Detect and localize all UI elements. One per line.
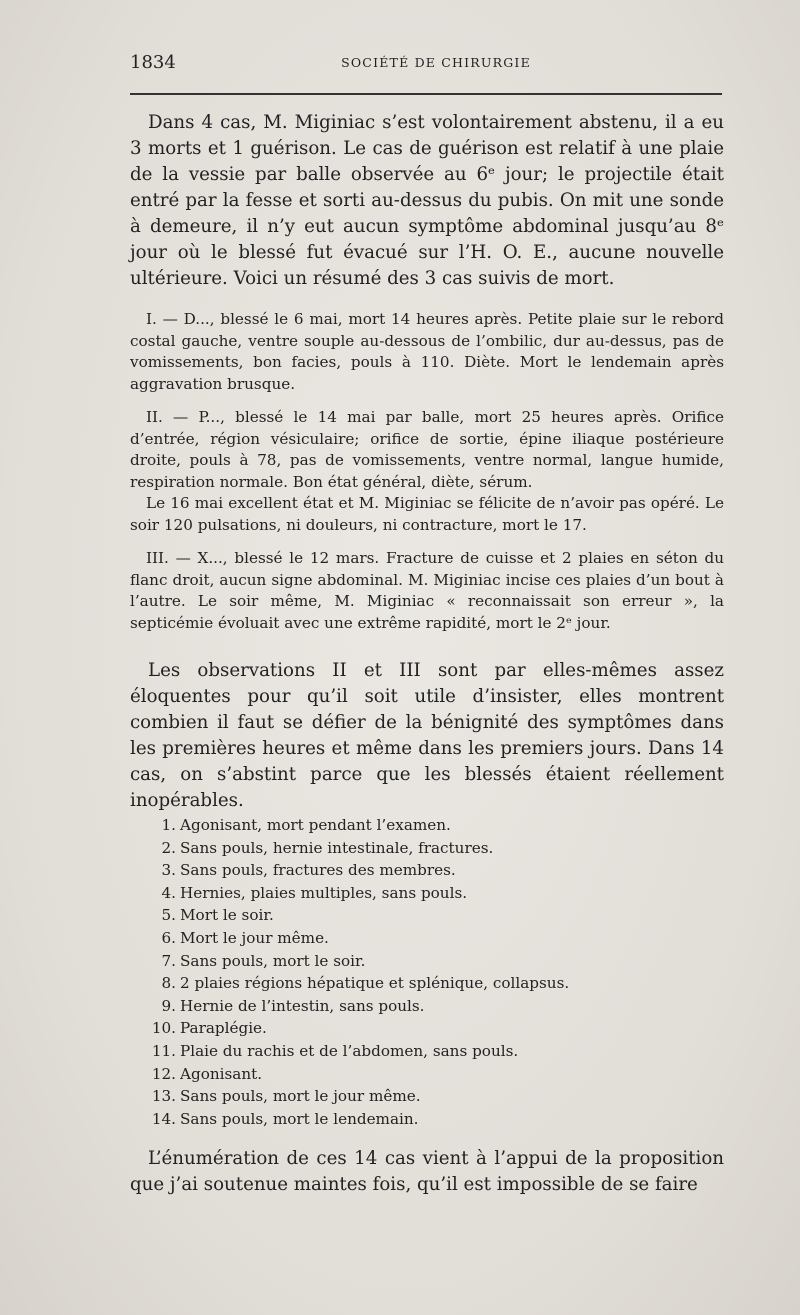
list-item: 4. Hernies, plaies multiples, sans pouls. [161, 883, 468, 902]
list-item: 14. Sans pouls, mort le lendemain. [151, 1109, 419, 1128]
list-item: 8. 2 plaies régions hépatique et splénique, collapsus. [161, 974, 570, 993]
list-item: 5. Mort le soir. [161, 906, 274, 925]
list-item: 10. Paraplégie. [151, 1019, 267, 1038]
running-title: SOCIÉTÉ DE CHIRURGIE [341, 55, 531, 70]
case-2-followup: Le 16 mai excellent état et M. Miginiac se félicite de n’avoir pas opéré. Le soir 120 pulsations, ni douleurs, ni contracture, mort le 17. [130, 494, 724, 534]
case-2: II. — P..., blessé le 14 mai par balle, mort 25 heures après. Orifice d’entrée, région vésiculaire; orifice de sortie, épine iliaque postérieure droite, pouls à 78, pas de vomissements, ventre normal, langue humide, respiration normale. Bon état général, diète, sérum. [130, 408, 724, 491]
list-item: 9. Hernie de l’intestin, sans pouls. [161, 996, 425, 1015]
list-item: 11. Plaie du rachis et de l’abdomen, sans pouls. [151, 1041, 519, 1060]
list-item: 6. Mort le jour même. [161, 928, 329, 947]
list-item: 2. Sans pouls, hernie intestinale, fractures. [161, 838, 494, 857]
list-item: 13. Sans pouls, mort le jour même. [151, 1087, 421, 1106]
paragraph-observations: Les observations II et III sont par elles-mêmes assez éloquentes pour qu’il soit utile d’insister, elles montrent combien il faut se défier de la bénignité des symptômes dans les premières heures et même dans les premiers jours. Dans 14 cas, on s’abstint parce que les blessés étaient réellement inopérables. [130, 660, 724, 811]
list-item: 7. Sans pouls, mort le soir. [161, 951, 366, 970]
list-item: 12. Agonisant. [151, 1064, 263, 1083]
case-3: III. — X..., blessé le 12 mars. Fracture de cuisse et 2 plaies en séton du flanc droit, aucun signe abdominal. M. Miginiac incise ces plaies d’un bout à l’autre. Le soir même, M. Miginiac « reconnaissait son erreur », la septicémie évoluait avec une extrême rapidité, mort le 2ᵉ jour. [130, 549, 724, 632]
case-1: I. — D..., blessé le 6 mai, mort 14 heures après. Petite plaie sur le rebord costal gauche, ventre souple au-dessous de l’ombilic, dur au-dessus, pas de vomissements, bon facies, pouls à 110. Diète. Mort le lendemain après aggravation brusque. [130, 310, 724, 393]
page-number: 1834 [130, 52, 176, 73]
body-text [130, 110, 724, 1198]
inoperable-cases-list [130, 814, 724, 1130]
paragraph-abstention: Dans 4 cas, M. Miginiac s’est volontairement abstenu, il a eu 3 morts et 1 guérison. Le cas de guérison est relatif à une plaie de la vessie par balle observée au 6ᵉ jour; le projectile était entré par la fesse et sorti au-dessus du pubis. On mit une sonde à demeure, il n’y eut aucun symptôme abdominal jusqu’au 8ᵉ jour où le blessé fut évacué sur l’H. O. E., aucune nouvelle ultérieure. Voici un résumé des 3 cas suivis de mort. [130, 112, 724, 289]
page-header [130, 52, 722, 76]
list-item: 1. Agonisant, mort pendant l’examen. [161, 816, 451, 834]
header-rule [130, 93, 722, 95]
paragraph-enumeration: L’énumération de ces 14 cas vient à l’appui de la proposition que j’ai soutenue maintes fois, qu’il est impossible de se faire [130, 1148, 724, 1196]
list-item: 3. Sans pouls, fractures des membres. [161, 861, 456, 880]
